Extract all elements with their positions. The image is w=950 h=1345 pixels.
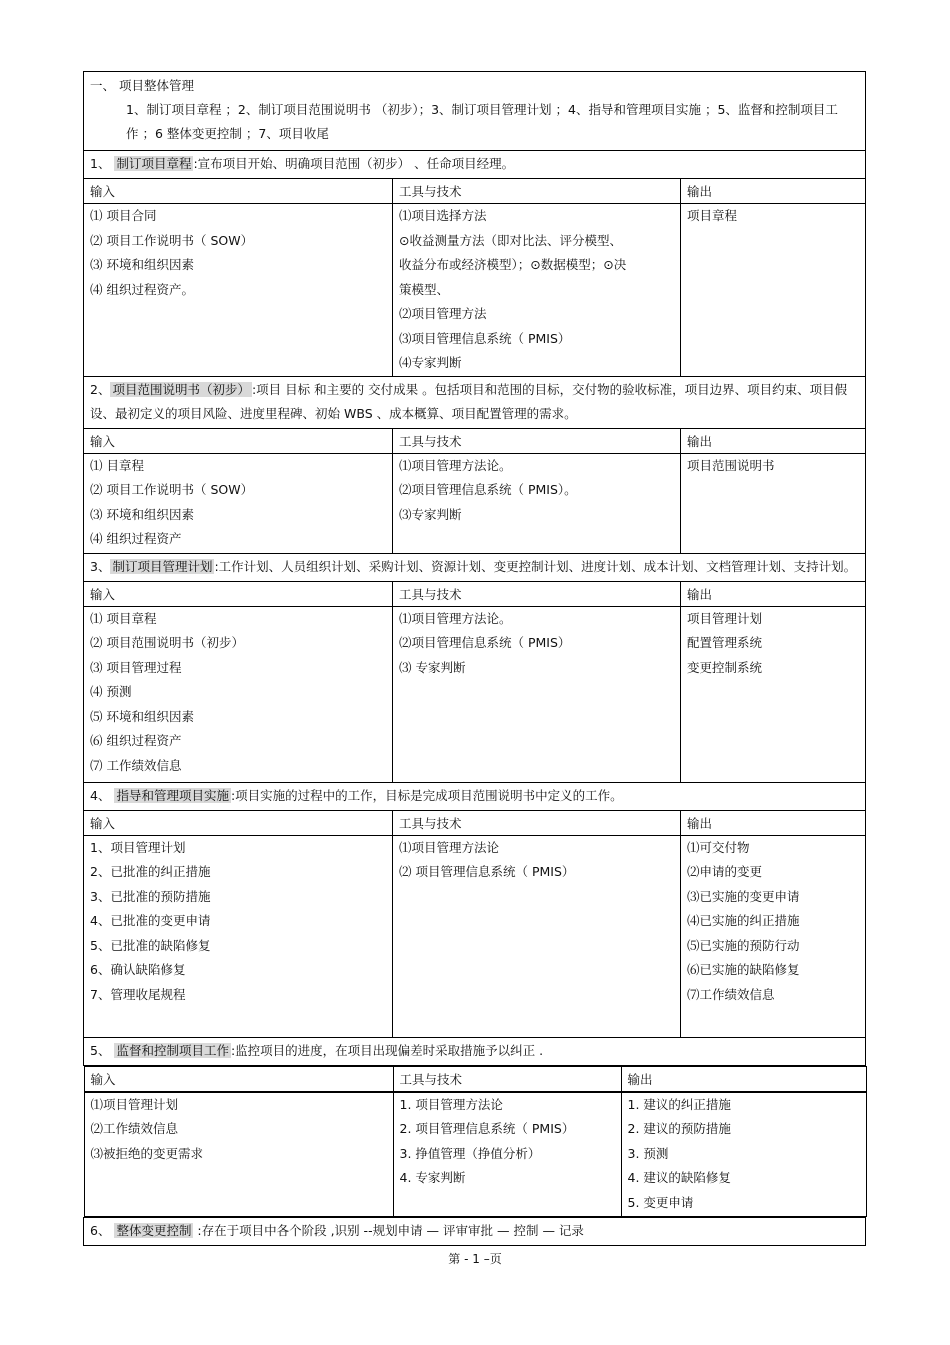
output-item: 项目范围说明书 [687, 457, 775, 473]
header-input: 输入 [90, 586, 116, 602]
section-2-outputs-cell [681, 453, 866, 553]
tool-item: ⑵项目管理信息系统（ PMIS） [399, 635, 571, 650]
section-name: 制订项目管理计划 [112, 558, 213, 574]
section-3-header-row [84, 581, 866, 606]
page-footer: 第 - 1 –页 [448, 1252, 502, 1266]
header-input: 输入 [90, 1071, 116, 1087]
input-item: ⑷ 组织过程资产。 [90, 281, 194, 297]
section-prefix: 4、 [90, 787, 115, 803]
input-item: ⑵ 项目工作说明书（ SOW） [90, 482, 254, 497]
input-item: ⑶ 项目管理过程 [90, 659, 182, 675]
section-1-title-row [84, 151, 866, 179]
section-5-inputs-cell [84, 1092, 393, 1216]
tool-item: ⑴项目管理方法论。 [399, 457, 512, 473]
section-1-header-row [84, 179, 866, 204]
output-item: 变更控制系统 [687, 659, 763, 675]
section-name: 整体变更控制 [116, 1222, 192, 1238]
tool-item: 3. 挣值管理（挣值分析） [399, 1145, 541, 1161]
section-1-tools-cell [393, 204, 681, 377]
section-2-title-row [84, 376, 866, 428]
output-item: 配置管理系统 [687, 635, 763, 650]
intro-title: 一、 项目整体管理 [90, 78, 194, 93]
input-item: ⑵工作绩效信息 [90, 1121, 179, 1136]
section-prefix: 6、 [90, 1222, 115, 1238]
section-name: 监督和控制项目工作 [116, 1042, 229, 1058]
section-name: 指导和管理项目实施 [116, 787, 229, 803]
section-4-outputs-cell [681, 835, 866, 1037]
tool-item: 策模型、 [399, 281, 450, 297]
output-item: 3. 预测 [627, 1145, 669, 1161]
tool-item: ⑶专家判断 [399, 506, 462, 522]
header-tools: 工具与技术 [399, 433, 462, 449]
section-3-title-row [84, 553, 866, 581]
section-4-body-row [84, 835, 866, 1037]
header-tools: 工具与技术 [399, 586, 462, 602]
input-item: ⑹ 组织过程资产 [90, 733, 182, 748]
intro-body: 1、制订项目章程 ；2、制订项目范围说明书 （初步）；3、制订项目管理计划 ；4、指导和管理项目实施 ；5、监督和控制项目工作 ；6 整体变更控制 ；7、项目收尾 [126, 102, 838, 141]
input-item: ⑶ 环境和组织因素 [90, 257, 194, 272]
input-item: ⑸ 环境和组织因素 [90, 708, 194, 724]
output-item: 4. 建议的缺陷修复 [627, 1170, 731, 1185]
input-item: ⑴ 项目合同 [90, 208, 157, 223]
output-item: ⑷已实施的纠正措施 [687, 913, 800, 928]
input-item: ⑺ 工作绩效信息 [90, 757, 182, 773]
input-item: 2、已批准的纠正措施 [90, 864, 211, 879]
header-input: 输入 [90, 433, 116, 449]
output-item: 2. 建议的预防措施 [627, 1121, 731, 1136]
section-description: :监控项目的进度，在项目出现偏差时采取措施予以纠正 . [230, 1042, 544, 1058]
header-tools: 工具与技术 [399, 184, 462, 199]
section-3-tools-cell [393, 606, 681, 782]
output-item: ⑹已实施的缺陷修复 [687, 962, 800, 977]
section-4-tools-cell [393, 835, 681, 1037]
input-item: ⑴ 目章程 [90, 457, 144, 473]
header-output: 输出 [687, 433, 713, 449]
output-item: 项目章程 [687, 208, 738, 223]
section-2-tools-cell [393, 453, 681, 553]
section-1-body-row [84, 204, 866, 377]
output-item: ⑴可交付物 [687, 839, 750, 855]
section-prefix: 1、 [90, 156, 115, 171]
section-name: 项目范围说明书（初步） [112, 381, 250, 397]
section-prefix: 2、 [90, 381, 111, 397]
tool-item: ⑵项目管理方法 [399, 306, 487, 321]
tool-item: ⑶项目管理信息系统（ PMIS） [399, 330, 571, 346]
input-item: ⑷ 组织过程资产 [90, 531, 182, 546]
section-5-tools-cell [393, 1092, 621, 1216]
section-5-title-row [84, 1037, 866, 1065]
header-output: 输出 [687, 815, 713, 831]
output-item: 项目管理计划 [687, 610, 763, 626]
tool-item: ⑴项目管理方法论。 [399, 610, 512, 626]
input-item: ⑴ 项目章程 [90, 610, 157, 626]
input-item: 1、项目管理计划 [90, 839, 186, 855]
tool-item: ⑶ 专家判断 [399, 659, 466, 675]
output-item: 5. 变更申请 [627, 1194, 694, 1210]
section-1-outputs-cell [681, 204, 866, 377]
section-6-title-row [84, 1217, 866, 1245]
section-description: :工作计划、人员组织计划、采购计划、资源计划、变更控制计划、进度计划、成本计划、文档管理计划、支持计划。 [214, 558, 857, 574]
header-output: 输出 [687, 184, 713, 199]
input-item: ⑴项目管理计划 [90, 1096, 179, 1112]
input-item: ⑵ 项目范围说明书（初步） [90, 635, 244, 650]
section-description: :项目 目标 和主要的 交付成果 。包括项目和范围的目标，交付物的验收标准，项目边界、项目约束、项目假设、最初定义的项目风险、进度里程碑、初始 WBS 、成本概算、项目配置管理的需求。 [90, 381, 848, 421]
section-name: 制订项目章程 [116, 156, 192, 171]
tool-item: 收益分布或经济模型）；⊙数据模型；⊙决 [399, 257, 627, 272]
intro-row [84, 72, 866, 151]
input-item: 6、确认缺陷修复 [90, 962, 186, 977]
header-tools: 工具与技术 [399, 815, 462, 831]
integration-management-table [83, 71, 866, 1246]
section-4-title-row [84, 782, 866, 810]
tool-item: ⑴项目选择方法 [399, 208, 487, 223]
document [83, 71, 865, 1246]
section-prefix: 5、 [90, 1042, 115, 1058]
section-description: :存在于项目中各个阶段 ,识别 --规划申请 — 评审审批 — 控制 — 记录 [193, 1222, 584, 1238]
input-item: 5、已批准的缺陷修复 [90, 937, 211, 953]
header-output: 输出 [627, 1071, 653, 1087]
section-3-inputs-cell [84, 606, 393, 782]
section-5-header-row [84, 1065, 866, 1092]
input-item: ⑶ 环境和组织因素 [90, 506, 194, 522]
header-input: 输入 [90, 184, 116, 199]
output-item: ⑺工作绩效信息 [687, 986, 775, 1002]
section-2-inputs-cell [84, 453, 393, 553]
header-tools: 工具与技术 [399, 1071, 463, 1087]
section-prefix: 3、 [90, 558, 111, 574]
section-2-body-row [84, 453, 866, 553]
header-output: 输出 [687, 586, 713, 602]
tool-item: ⊙收益测量方法（即对比法、评分模型、 [399, 232, 622, 248]
section-5-body-row [84, 1092, 866, 1218]
tool-item: 4. 专家判断 [399, 1170, 466, 1185]
section-2-header-row [84, 428, 866, 453]
tool-item: ⑷专家判断 [399, 355, 462, 370]
tool-item: 2. 项目管理信息系统（ PMIS） [399, 1121, 575, 1136]
input-item: ⑵ 项目工作说明书（ SOW） [90, 232, 254, 248]
header-input: 输入 [90, 815, 116, 831]
tool-item: 1. 项目管理方法论 [399, 1096, 503, 1112]
output-item: ⑸已实施的预防行动 [687, 937, 800, 953]
input-item: 4、已批准的变更申请 [90, 913, 211, 928]
section-1-inputs-cell [84, 204, 393, 377]
section-5-outputs-cell [621, 1092, 866, 1216]
output-item: ⑵申请的变更 [687, 864, 763, 879]
input-item: ⑶被拒绝的变更需求 [90, 1145, 204, 1161]
tool-item: ⑴项目管理方法论 [399, 839, 500, 855]
section-3-body-row [84, 606, 866, 782]
input-item: 7、管理收尾规程 [90, 986, 186, 1002]
section-4-inputs-cell [84, 835, 393, 1037]
section-4-header-row [84, 810, 866, 835]
input-item: 3、已批准的预防措施 [90, 888, 211, 904]
section-description: :项目实施的过程中的工作，目标是完成项目范围说明书中定义的工作。 [230, 787, 623, 803]
output-item: ⑶已实施的变更申请 [687, 888, 800, 904]
input-item: ⑷ 预测 [90, 684, 132, 699]
output-item: 1. 建议的纠正措施 [627, 1096, 731, 1112]
section-3-outputs-cell [681, 606, 866, 782]
tool-item: ⑵项目管理信息系统（ PMIS）。 [399, 482, 577, 497]
section-description: :宣布项目开始、明确项目范围（初步） 、任命项目经理。 [193, 156, 515, 171]
tool-item: ⑵ 项目管理信息系统（ PMIS） [399, 864, 575, 879]
